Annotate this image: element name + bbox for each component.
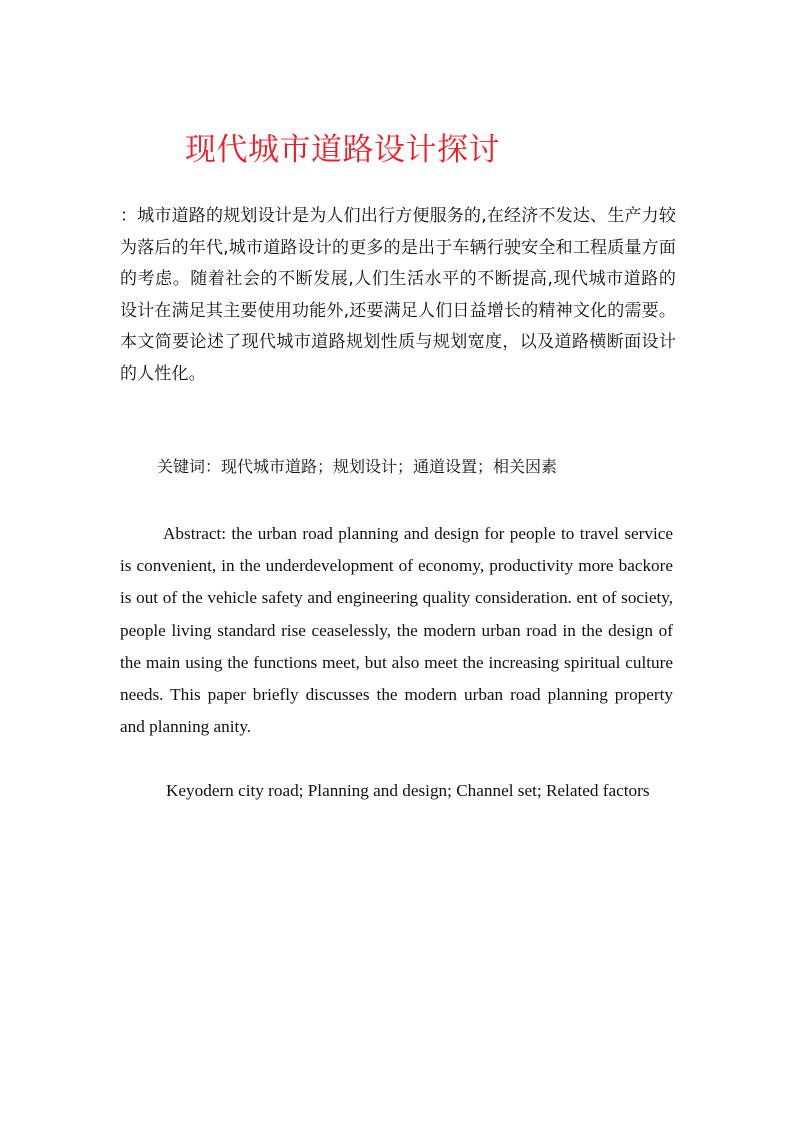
chinese-keywords: 关键词：现代城市道路；规划设计；通道设置；相关因素 [157, 457, 558, 476]
chinese-abstract: ：城市道路的规划设计是为人们出行方便服务的,在经济不发达、生产力较为落后的年代,城市道路设计的更多的是出于车辆行驶安全和工程质量方面的考虑。随着社会的不断发展,人们生活水平的不断提高,现代城市道路的设计在满足其主要使用功能外,还要满足人们日益增长的精神文化的需要。本文简要论述了现代城市道路规划性质与规划宽度，以及道路横断面设计的人性化。 [120, 206, 676, 384]
document-title: 现代城市道路设计探讨 [185, 132, 500, 168]
english-keywords: Keyodern city road; Planning and design; Channel set; Related factors [166, 781, 650, 800]
english-abstract: Abstract: the urban road planning and design for people to travel service is convenient, in the underdevelopment of economy, productivity more backore is out of the vehicle safety and engineering quality consideration. ent of society, people living standard rise ceaselessly, the modern urban road in the design of the main using the functions meet, but also meet the increasing spiritual culture needs. This paper briefly discusses the modern urban road planning property and planning anity. [120, 524, 673, 737]
